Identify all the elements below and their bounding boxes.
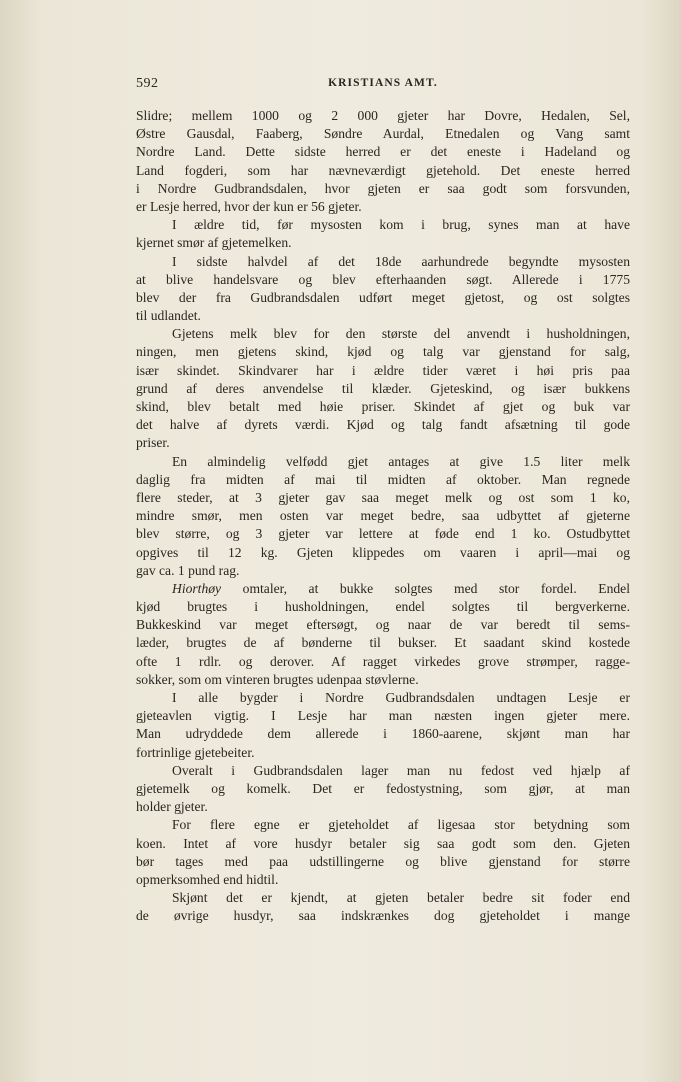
text-line: I alle bygder i Nordre Gudbrandsdalen undtagen Lesje er [172,690,630,705]
text-line: til udlandet. [136,308,201,324]
text-line: Bukkeskind var meget eftersøgt, og naar de var beredt til sems- [136,617,630,633]
text-line: Østre Gausdal, Faaberg, Søndre Aurdal, Etnedalen og Vang samt [136,126,630,142]
text-line: opmerksomhed end hidtil. [136,871,279,887]
text-line: læder, brugtes de af bønderne til bukser. Et saadant skind kostede [136,635,630,651]
text-line: ningen, men gjetens skind, kjød og talg var gjenstand for salg, [136,344,630,360]
text-line: i Nordre Gudbrandsdalen, hvor gjeten er saa godt som forsvunden, [136,180,630,196]
text-line: Land fogderi, som har nævneværdigt gjetehold. Det eneste herred [136,162,630,178]
text-line [136,580,630,598]
text-line: kjød brugtes i husholdningen, endel solgtes til bergverkerne. [136,599,630,615]
text-line: de øvrige husdyr, saa indskrænkes dog gjeteholdet i mange [136,908,630,924]
text-line: er Lesje herred, hvor der kun er 56 gjeter. [136,198,362,214]
text-line: mindre smør, men osten var meget bedre, saa udbyttet af gjeterne [136,508,630,524]
text-line: sokker, som om vinteren brugtes udenpaa støvlerne. [136,671,419,687]
text-line: gjetemelk og komelk. Det er fedostystning, som gjør, at man [136,780,630,796]
text-line: grund af deres anvendelse til klæder. Gjeteskind, og især bukkens [136,380,630,396]
text-line: holder gjeter. [136,799,208,815]
text-line: koen. Intet af vore husdyr betaler sig saa godt som den. Gjeten [136,835,630,851]
text-line: gjeteavlen vigtig. I Lesje har man næsten ingen gjeter mere. [136,708,630,724]
text-line: opgives til 12 kg. Gjeten klippedes om vaaren i april—mai og [136,544,630,560]
text-line: For flere egne er gjeteholdet af ligesaa stor betydning som [172,817,630,833]
text-line: især skindet. Skindvarer har i ældre tider været i høi pris paa [136,362,630,378]
text-line: det halve af dyrets værdi. Kjød og talg fandt afsætning til gode [136,417,630,433]
running-title: KRISTIANS AMT. [328,77,438,89]
page-number: 592 [136,76,159,91]
body-text [136,107,630,925]
text-line: skind, blev betalt med høie priser. Skindet af gjet og buk var [136,399,630,414]
text-line: bør tages med paa udstillingerne og blive gjenstand for større [136,853,630,869]
text-line: gav ca. 1 pund rag. [136,562,240,578]
author-name-hiorthoy: Hiorthøy [172,580,222,596]
text-line: Man udryddede dem allerede i 1860-aarene, skjønt man har [136,726,630,742]
text-line: blev større, og 3 gjeter var lettere at føde end 1 ko. Ostudbyttet [136,526,630,542]
text-line: blev der fra Gudbrandsdalen udført meget gjetost, og ost solgtes [136,289,630,305]
text-line-rest: omtaler, at bukke solgtes med stor fordel. Endel [242,580,630,596]
text-line: flere steder, at 3 gjeter gav saa meget melk og ost som 1 ko, [136,489,630,505]
text-line: En almindelig velfødd gjet antages at give 1.5 liter melk [172,453,630,469]
text-line: fortrinlige gjetebeiter. [136,744,255,760]
text-line: kjernet smør af gjetemelken. [136,235,292,251]
page-header [136,76,630,96]
text-line: Overalt i Gudbrandsdalen lager man nu fedost ved hjælp af [172,762,630,778]
text-line: Gjetens melk blev for den største del anvendt i husholdningen, [172,326,630,342]
text-line: Skjønt det er kjendt, at gjeten betaler bedre sit foder end [172,890,630,906]
text-line: Nordre Land. Dette sidste herred er det eneste i Hadeland og [136,144,630,160]
text-line: I ældre tid, før mysosten kom i brug, synes man at have [172,217,630,233]
text-line: ofte 1 rdlr. og derover. Af ragget virkedes grove strømper, ragge- [136,653,630,669]
text-line: Slidre; mellem 1000 og 2 000 gjeter har Dovre, Hedalen, Sel, [136,108,630,123]
text-line: at blive handelsvare og blev efterhaanden søgt. Allerede i 1775 [136,271,630,287]
text-line: I sidste halvdel af det 18de aarhundrede begyndte mysosten [172,253,630,269]
text-line: priser. [136,435,170,451]
text-line: daglig fra midten af mai til midten af oktober. Man regnede [136,471,630,487]
